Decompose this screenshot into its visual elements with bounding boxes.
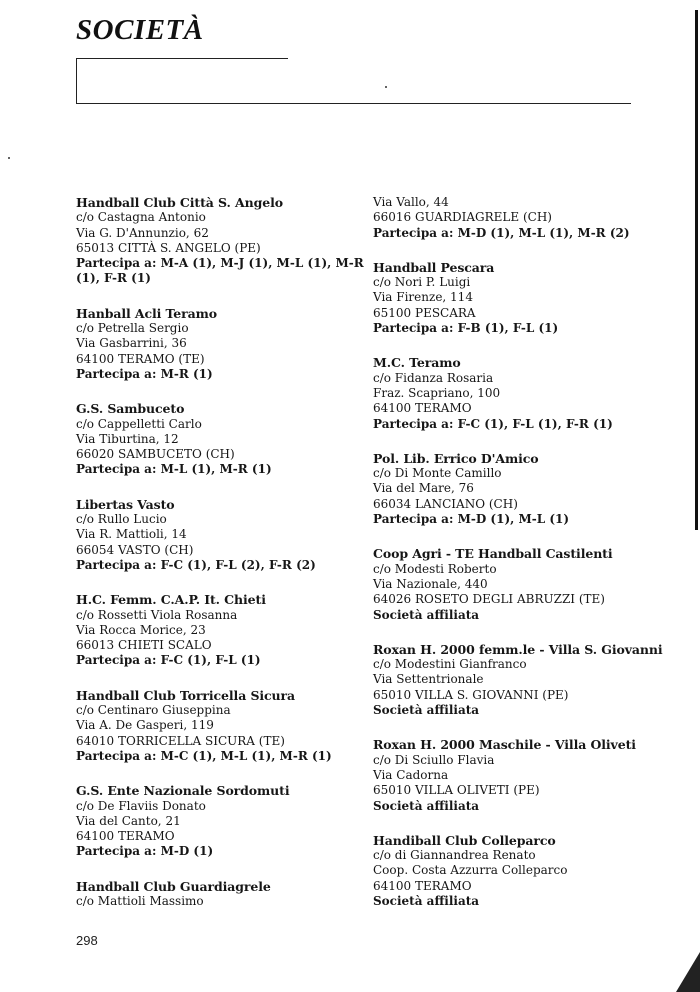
address-line: c/o Di Monte Camillo [373, 466, 502, 481]
address-line: 64100 TERAMO [373, 878, 472, 893]
left-column [76, 195, 364, 928]
address-line: Via R. Mattioli, 14 [76, 527, 187, 542]
address-line: Via del Canto, 21 [76, 813, 181, 828]
society-entry [373, 355, 658, 431]
address-line: 66013 CHIETI SCALO [76, 638, 212, 653]
address-line: c/o Castagna Antonio [76, 210, 206, 225]
society-entry [76, 306, 361, 382]
address-line: 64026 ROSETO DEGLI ABRUZZI (TE) [373, 592, 605, 607]
society-name: Handball Club Città S. Angelo [76, 195, 283, 210]
society-entry [76, 783, 361, 859]
society-entry [76, 879, 361, 910]
society-name: G.S. Ente Nazionale Sordomuti [76, 783, 290, 799]
affiliation-status: Società affiliata [373, 893, 480, 908]
address-line: Via Settentrionale [373, 672, 484, 687]
affiliation-status: Società affiliata [373, 607, 480, 622]
participation-line: Partecipa a: M-D (1), M-L (1), M-R (2) [373, 225, 630, 240]
participation-line: (1), F-R (1) [76, 271, 151, 286]
society-name: H.C. Femm. C.A.P. It. Chieti [76, 592, 266, 608]
society-name: Coop Agri - TE Handball Castilenti [373, 546, 613, 562]
participation-line: Partecipa a: F-C (1), F-L (2), F-R (2) [76, 557, 316, 572]
society-name: Handiball Club Colleparco [373, 832, 556, 848]
participation-line: Partecipa a: M-R (1) [76, 366, 213, 381]
address-line: Via Firenze, 114 [373, 290, 473, 305]
participation-line: Partecipa a: F-C (1), F-L (1), F-R (1) [373, 416, 613, 431]
society-name: Roxan H. 2000 Maschile - Villa Oliveti [373, 737, 636, 753]
society-entry [76, 401, 361, 477]
participation-line: Partecipa a: M-L (1), M-R (1) [76, 462, 272, 477]
society-name: M.C. Teramo [373, 355, 461, 371]
participation-line: Partecipa a: M-D (1), M-L (1) [373, 512, 570, 527]
page-number: 298 [76, 933, 98, 948]
society-entry [373, 260, 658, 336]
society-name: Hanball Acli Teramo [76, 305, 218, 321]
society-entry [76, 497, 361, 573]
society-entry [76, 688, 361, 764]
society-name: Libertas Vasto [76, 496, 175, 512]
participation-line: Partecipa a: F-C (1), F-L (1) [76, 653, 261, 668]
right-column [373, 195, 663, 928]
address-line: Via Gasbarrini, 36 [76, 336, 187, 351]
address-line: 65100 PESCARA [373, 305, 476, 320]
scan-speck [385, 86, 387, 88]
address-line: 66054 VASTO (CH) [76, 542, 194, 557]
address-line: 66020 SAMBUCETO (CH) [76, 447, 235, 462]
society-name: Roxan H. 2000 femm.le - Villa S. Giovanni [373, 641, 663, 657]
scan-edge-line [695, 10, 698, 530]
address-line: Via G. D'Annunzio, 62 [76, 225, 209, 240]
affiliation-status: Società affiliata [373, 703, 480, 718]
page-title: SOCIETÀ [76, 14, 204, 46]
society-name: Handball Club Torricella Sicura [76, 687, 296, 703]
address-line: c/o Nori P. Luigi [373, 275, 471, 290]
address-line: c/o Modesti Roberto [373, 561, 497, 576]
frame-bottom-rule [76, 103, 631, 104]
address-line: 64100 TERAMO [373, 401, 472, 416]
frame-left-rule [76, 58, 77, 104]
participation-line: Partecipa a: F-B (1), F-L (1) [373, 321, 559, 336]
society-name: G.S. Sambuceto [76, 401, 185, 417]
frame-top-rule [76, 58, 288, 59]
address-line: 64010 TORRICELLA SICURA (TE) [76, 733, 285, 748]
address-line: Via Cadorna [373, 767, 449, 782]
address-line: Coop. Costa Azzurra Colleparco [373, 863, 568, 878]
address-line: c/o Rullo Lucio [76, 512, 167, 527]
society-name: Pol. Lib. Errico D'Amico [373, 450, 539, 466]
header-frame [76, 58, 631, 104]
society-entry [76, 195, 364, 287]
participation-line: Partecipa a: M-A (1), M-J (1), M-L (1), M-R [76, 256, 364, 271]
address-line: 64100 TERAMO [76, 829, 175, 844]
address-line: Via del Mare, 76 [373, 481, 474, 496]
society-entry [373, 641, 663, 718]
scan-edge [694, 0, 700, 992]
address-line: c/o Fidanza Rosaria [373, 370, 494, 385]
address-line: Via Nazionale, 440 [373, 576, 488, 591]
society-entry [373, 451, 658, 527]
participation-line: Partecipa a: M-D (1) [76, 844, 214, 859]
society-entry [373, 546, 658, 622]
society-entry [373, 737, 658, 813]
address-line: Via A. De Gasperi, 119 [76, 718, 214, 733]
society-entry [373, 195, 658, 241]
address-line: c/o Cappelletti Carlo [76, 416, 202, 431]
address-line: c/o Centinaro Giuseppina [76, 703, 231, 718]
address-line: 66016 GUARDIAGRELE (CH) [373, 210, 552, 225]
participation-line: Partecipa a: M-C (1), M-L (1), M-R (1) [76, 748, 332, 763]
address-line: Via Vallo, 44 [373, 195, 449, 209]
address-line: 65013 CITTÀ S. ANGELO (PE) [76, 240, 261, 255]
address-line: Via Tiburtina, 12 [76, 431, 179, 446]
society-entry [373, 833, 658, 909]
address-line: c/o Rossetti Viola Rosanna [76, 607, 238, 622]
address-line: 66034 LANCIANO (CH) [373, 496, 518, 511]
address-line: Via Rocca Morice, 23 [76, 622, 206, 637]
address-line: c/o De Flaviis Donato [76, 798, 206, 813]
address-line: c/o Petrella Sergio [76, 321, 189, 336]
address-line: 64100 TERAMO (TE) [76, 351, 205, 366]
address-line: Fraz. Scapriano, 100 [373, 385, 501, 400]
society-name: Handball Club Guardiagrele [76, 878, 271, 894]
address-line: c/o di Giannandrea Renato [373, 848, 536, 863]
address-line: c/o Di Sciullo Flavia [373, 752, 495, 767]
affiliation-status: Società affiliata [373, 798, 480, 813]
scan-corner-mark [676, 952, 700, 992]
address-line: 65010 VILLA OLIVETI (PE) [373, 783, 540, 798]
scan-speck [8, 157, 10, 159]
society-name: Handball Pescara [373, 259, 495, 275]
address-line: 65010 VILLA S. GIOVANNI (PE) [373, 687, 569, 702]
address-line: c/o Mattioli Massimo [76, 893, 204, 908]
address-line: c/o Modestini Gianfranco [373, 657, 527, 672]
society-entry [76, 592, 361, 668]
